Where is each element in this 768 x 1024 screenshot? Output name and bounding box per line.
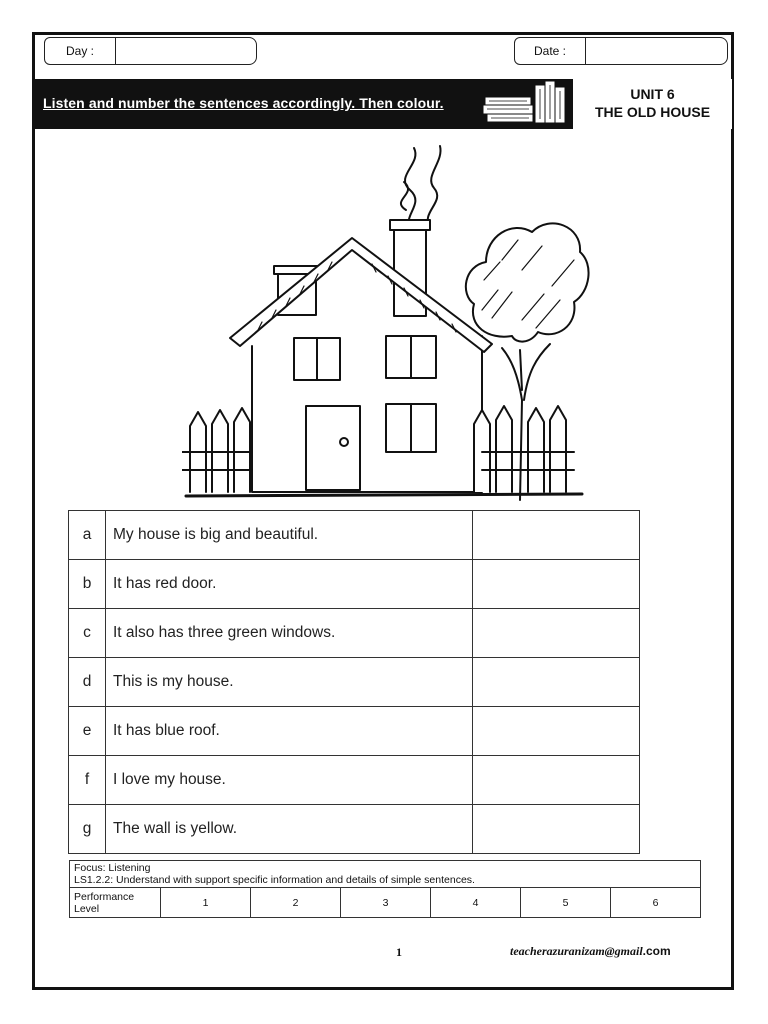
unit-box bbox=[573, 79, 732, 129]
sentence-row bbox=[69, 560, 640, 609]
sentence-text: I love my house. bbox=[106, 756, 473, 805]
books-icon bbox=[481, 79, 573, 129]
date-label: Date : bbox=[514, 37, 586, 65]
sentence-text: It also has three green windows. bbox=[106, 609, 473, 658]
performance-level-5[interactable]: 5 bbox=[521, 888, 611, 918]
sentence-letter: f bbox=[69, 756, 106, 805]
instruction-text: Listen and number the sentences accordingly. Then colour. bbox=[43, 95, 444, 111]
performance-level-4[interactable]: 4 bbox=[431, 888, 521, 918]
instruction-banner bbox=[35, 79, 732, 129]
unit-title: THE OLD HOUSE bbox=[594, 104, 711, 120]
date-field[interactable] bbox=[585, 37, 728, 65]
answer-box[interactable] bbox=[473, 511, 640, 560]
day-field[interactable] bbox=[115, 37, 257, 65]
performance-level-label: Performance Level bbox=[70, 888, 161, 918]
author-email: teacherazuranizam@gmail.com bbox=[510, 944, 671, 958]
performance-level-1[interactable]: 1 bbox=[161, 888, 251, 918]
performance-level-3[interactable]: 3 bbox=[341, 888, 431, 918]
sentence-row bbox=[69, 805, 640, 854]
answer-box[interactable] bbox=[473, 707, 640, 756]
sentence-letter: d bbox=[69, 658, 106, 707]
answer-box[interactable] bbox=[473, 560, 640, 609]
sentence-text: It has blue roof. bbox=[106, 707, 473, 756]
house-illustration bbox=[182, 140, 592, 502]
answer-box[interactable] bbox=[473, 805, 640, 854]
page-number: 1 bbox=[396, 945, 402, 959]
sentence-row bbox=[69, 511, 640, 560]
sentence-text: It has red door. bbox=[106, 560, 473, 609]
sentence-letter: c bbox=[69, 609, 106, 658]
sentence-text: This is my house. bbox=[106, 658, 473, 707]
sentence-text: My house is big and beautiful. bbox=[106, 511, 473, 560]
sentence-text: The wall is yellow. bbox=[106, 805, 473, 854]
unit-number: UNIT 6 bbox=[630, 86, 675, 102]
day-label: Day : bbox=[44, 37, 116, 65]
sentence-row bbox=[69, 707, 640, 756]
focus-standard: LS1.2.2: Understand with support specific information and details of simple sentences. bbox=[74, 874, 475, 886]
performance-level-6[interactable]: 6 bbox=[611, 888, 701, 918]
sentence-row bbox=[69, 756, 640, 805]
performance-level-2[interactable]: 2 bbox=[251, 888, 341, 918]
answer-box[interactable] bbox=[473, 609, 640, 658]
sentence-letter: g bbox=[69, 805, 106, 854]
answer-box[interactable] bbox=[473, 756, 640, 805]
sentence-letter: a bbox=[69, 511, 106, 560]
focus-table bbox=[69, 860, 701, 918]
sentence-row bbox=[69, 609, 640, 658]
focus-info-cell bbox=[70, 861, 701, 888]
sentence-row bbox=[69, 658, 640, 707]
focus-title: Focus: Listening bbox=[74, 862, 151, 874]
answer-box[interactable] bbox=[473, 658, 640, 707]
sentences-table bbox=[68, 510, 640, 854]
sentence-letter: b bbox=[69, 560, 106, 609]
sentence-letter: e bbox=[69, 707, 106, 756]
